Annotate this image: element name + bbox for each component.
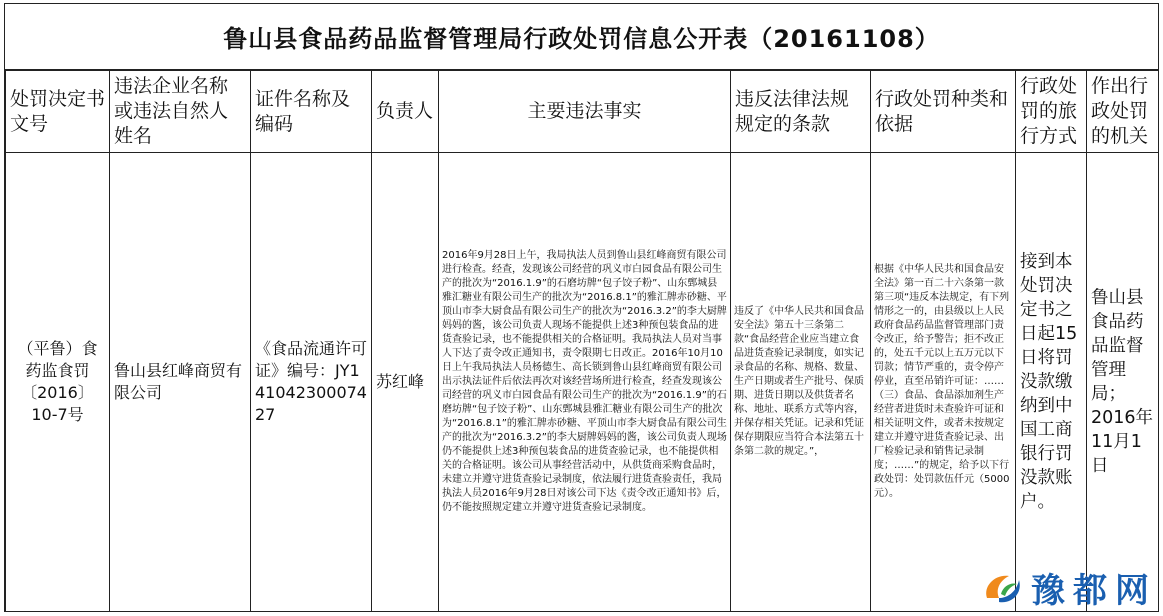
header-penalty: 行政处罚种类和依据 bbox=[871, 71, 1016, 153]
cell-penalty: 根据《中华人民共和国食品安全法》第一百二十六条第一款第三项“违反本法规定，有下列情形之一的，由县级以上人民政府食品药品监督管理部门责令改正，给予警告；拒不改正的，处五千元以上五万元以下罚款；情节严重的，责令停产停业，直至吊销许可证：……（三）食品、食品添加剂生产经营者进货时未查验许可证和相关证明文件，或者未按规定建立并遵守进货查验记录、出厂检验记录和销售记录制度；……”的规定，给予以下行政处罚：处罚款伍仟元（5000元）。 bbox=[871, 153, 1016, 612]
header-person: 负责人 bbox=[372, 71, 439, 153]
page-title: 鲁山县食品药品监督管理局行政处罚信息公开表（20161108） bbox=[5, 4, 1158, 70]
header-decision-no: 处罚决定书文号 bbox=[6, 71, 110, 153]
header-authority: 作出行政处罚的机关 bbox=[1087, 71, 1159, 153]
watermark-text: 豫都网 bbox=[1031, 571, 1157, 611]
header-company: 违法企业名称或违法自然人姓名 bbox=[110, 71, 251, 153]
cell-facts: 2016年9月28日上午，我局执法人员到鲁山县红峰商贸有限公司进行检查。经查，发现该公司经营的巩义市白园食品有限公司生产的批次为“2016.1.9”的石磨坊牌“包子饺子粉”、山东鄄城县雅汇糖业有限公司生产的批次为“2016.8.1”的雅汇牌赤砂糖、平顶山市李大厨食品有限公司生产的批次为“2016.3.2”的李大厨牌妈妈的酱，该公司负责人现场不能提供上述3种预包装食品的进货查验记录，也不能提供相关的合格证明。我局执法人员对当事人下达了责令改正通知书，责令限期七日改正。2016年10月10日上午我局执法人员杨德生、高长锁到鲁山县红峰商贸有限公司出示执法证件后依法再次对该经营场所进行检查，经查发现该公司经营的巩义市白园食品有限公司生产的批次为“2016.1.9”的石磨坊牌“包子饺子粉”、山东鄄城县雅汇糖业有限公司生产的批次为“2016.8.1”的雅汇牌赤砂糖、平顶山市李大厨食品有限公司生产的批次为“2016.3.2”的李大厨牌妈妈的酱，该公司负责人现场仍不能提供上述3种预包装食品的进货查验记录，也不能提供相关的合格证明。该公司从事经营活动中，从供货商采购食品时，未建立并遵守进货查验记录制度，依法履行进货查验责任，我局执法人员2016年9月28日对该公司下达《责令改正通知书》后，仍不能按照规定建立并遵守进货查验记录制度。 bbox=[439, 153, 731, 612]
cell-authority: 鲁山县食品药品监督管理局；2016年11月1日 bbox=[1087, 153, 1159, 612]
cell-violated: 违反了《中华人民共和国食品安全法》第五十三条第二款“食品经营企业应当建立食品进货查验记录制度，如实记录食品的名称、规格、数量、生产日期或者生产批号、保质期、进货日期以及供货者名称、地址、联系方式等内容，并保存相关凭证。记录和凭证保存期限应当符合本法第五十条第二款的规定。”， bbox=[731, 153, 871, 612]
cell-decision-no: （平鲁）食药监食罚〔2016〕10-7号 bbox=[6, 153, 110, 612]
header-violated: 违反法律法规规定的条款 bbox=[731, 71, 871, 153]
cell-company: 鲁山县红峰商贸有限公司 bbox=[110, 153, 251, 612]
header-execution: 行政处罚的旅行方式 bbox=[1016, 71, 1087, 153]
header-license: 证件名称及编码 bbox=[251, 71, 372, 153]
site-watermark bbox=[981, 563, 1157, 612]
table-row bbox=[6, 153, 1159, 612]
cell-person: 苏红峰 bbox=[372, 153, 439, 612]
cell-license: 《食品流通许可证》编号：JY14104230007427 bbox=[251, 153, 372, 612]
header-row bbox=[6, 71, 1159, 153]
header-facts: 主要违法事实 bbox=[439, 71, 731, 153]
penalty-table bbox=[5, 70, 1159, 612]
swirl-logo-icon bbox=[981, 568, 1025, 608]
disclosure-sheet bbox=[4, 3, 1159, 612]
cell-execution: 接到本处罚决定书之日起15日将罚没款缴纳到中国工商银行罚没款账户。 bbox=[1016, 153, 1087, 612]
